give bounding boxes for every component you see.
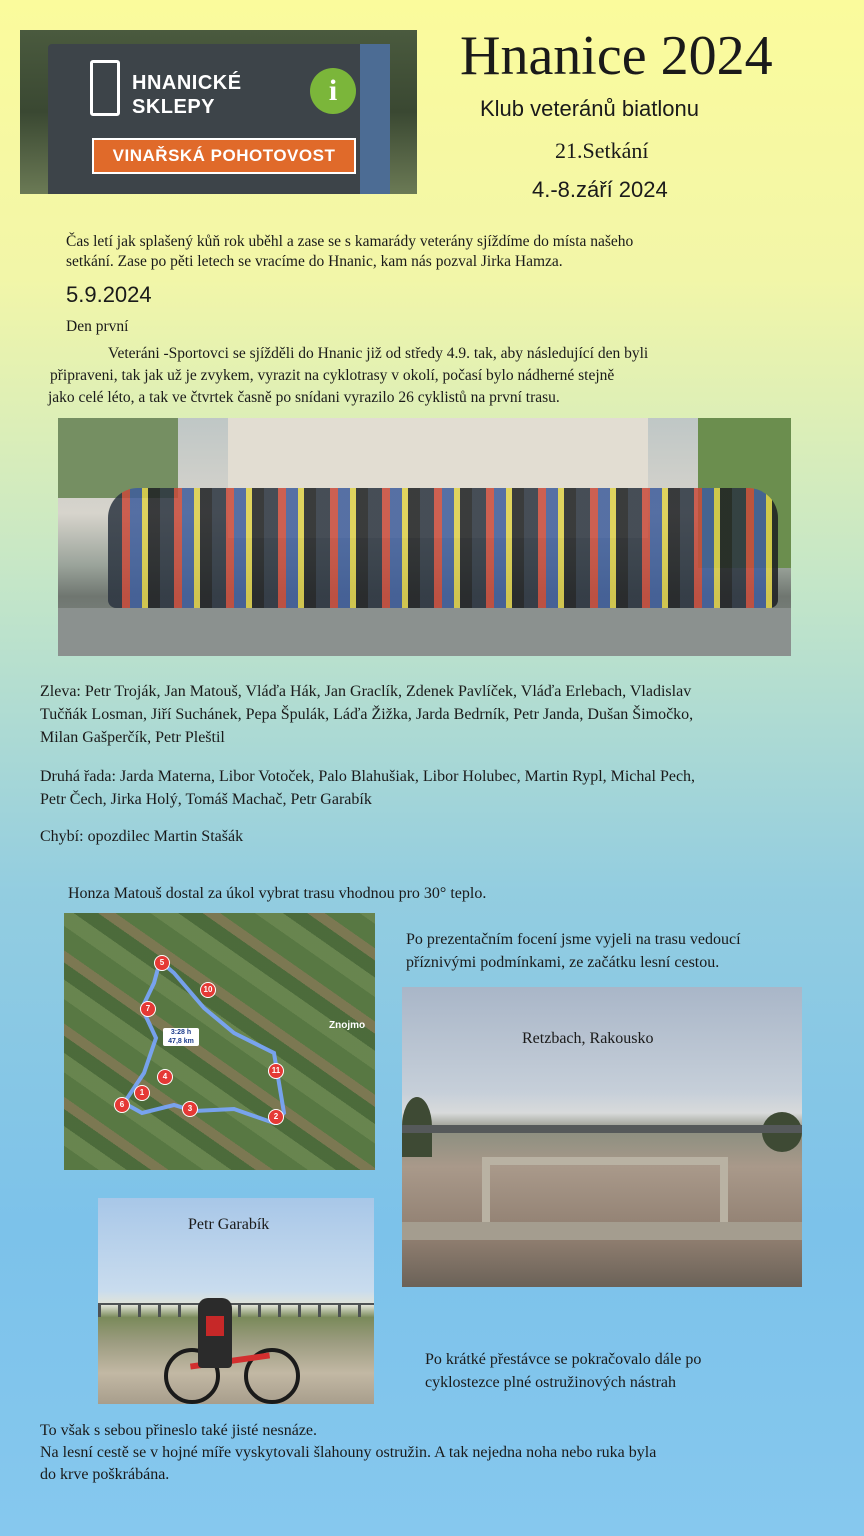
- names-line: Petr Čech, Jirka Holý, Tomáš Machač, Petr Garabík: [40, 791, 372, 808]
- missing-member: Chybí: opozdilec Martin Stašák: [40, 828, 244, 845]
- intro-line-1: Čas letí jak splašený kůň rok uběhl a zase se s kamarády veterány sjíždíme do místa našeho: [66, 233, 634, 250]
- sign-name-line1: HNANICKÉ: [132, 72, 242, 94]
- ride-line-2: příznivými podmínkami, ze začátku lesní cestou.: [406, 954, 720, 971]
- lookout-railing: [402, 1125, 802, 1133]
- ground: [58, 608, 791, 656]
- route-pin: 6: [114, 1097, 130, 1113]
- info-icon: i: [310, 68, 356, 114]
- names-line: Zleva: Petr Troják, Jan Matouš, Vláďa Hák, Jan Graclík, Zdenek Pavlíček, Vláďa Erlebach, Vladislav: [40, 683, 692, 700]
- pause-line-1: Po krátké přestávce se pokračovalo dále po: [425, 1351, 702, 1368]
- event-dates: 4.-8.září 2024: [532, 177, 668, 202]
- route-pin: 3: [182, 1101, 198, 1117]
- day-paragraph-line-1: Veteráni -Sportovci se sjížděli do Hnanic již od středy 4.9. tak, aby následující den byli: [108, 345, 649, 362]
- retzbach-caption: Retzbach, Rakousko: [522, 1030, 654, 1047]
- route-pin: 11: [268, 1063, 284, 1079]
- club-name: Klub veteránů biatlonu: [480, 96, 699, 121]
- names-line: Tučňák Losman, Jiří Suchánek, Pepa Špulák, Láďa Žižka, Jarda Bedrník, Petr Janda, Dušan Šimočko,: [40, 706, 694, 723]
- route-distance: 47,8 km: [168, 1038, 194, 1045]
- hnanicke-sklepy-sign-photo: [20, 30, 417, 194]
- cyclists-group-photo: [58, 418, 791, 656]
- intro-line-2: setkání. Zase po pěti letech se vracíme do Hnanic, kam nás pozval Jirka Hamza.: [66, 253, 563, 270]
- sign-subtitle-plate: [92, 138, 356, 174]
- route-pin: 4: [157, 1069, 173, 1085]
- route-pin: 2: [268, 1109, 284, 1125]
- day-date: 5.9.2024: [66, 282, 152, 307]
- sign-post: [360, 44, 390, 194]
- cyclist-jersey: [206, 1316, 224, 1336]
- names-line: Druhá řada: Jarda Materna, Libor Votoček, Palo Blahušiak, Libor Holubec, Martin Rypl, Michal Pech,: [40, 768, 696, 785]
- sign-name-line2: SKLEPY: [132, 96, 216, 118]
- route-duration: 3:28 h: [170, 1029, 192, 1036]
- names-second-row: [40, 765, 695, 811]
- route-pin: 5: [154, 955, 170, 971]
- pause-line-2: cyklostezce plné ostružinových nástrah: [425, 1374, 677, 1391]
- route-summary-box: [163, 1028, 199, 1046]
- route-pin: 7: [140, 1001, 156, 1017]
- page-title: Hnanice 2024: [460, 25, 773, 87]
- closing-line-3: do krve poškrábána.: [40, 1466, 170, 1483]
- ride-line-1: Po prezentačním focení jsme vyjeli na trasu vedoucí: [406, 931, 741, 948]
- route-map-image: [64, 913, 375, 1170]
- map-city-label: Znojmo: [329, 1020, 366, 1031]
- names-line: Milan Gašperčík, Petr Pleštil: [40, 729, 225, 746]
- route-intro: Honza Matouš dostal za úkol vybrat trasu vhodnou pro 30° teplo.: [68, 885, 487, 902]
- names-first-row: [40, 680, 693, 749]
- stone-ruins: [482, 1157, 728, 1225]
- day-label: Den první: [66, 318, 129, 335]
- petr-caption: Petr Garabík: [188, 1216, 270, 1233]
- closing-line-1: To však s sebou přineslo také jisté nesnáze.: [40, 1422, 318, 1439]
- day-paragraph-line-3: jako celé léto, a tak ve čtvrtek časně po snídani vyrazilo 26 cyklistů na první trasu.: [48, 389, 560, 406]
- route-pin: 1: [134, 1085, 150, 1101]
- railing: [98, 1303, 374, 1317]
- winery-logo-icon: [90, 60, 120, 116]
- retzbach-photo: [402, 987, 802, 1287]
- sign-subtitle: VINAŘSKÁ POHOTOVOST: [112, 146, 336, 165]
- closing-paragraph: [40, 1420, 656, 1486]
- meeting-number: 21.Setkání: [555, 138, 649, 163]
- stone-wall: [402, 1222, 802, 1240]
- route-line: [64, 913, 375, 1170]
- petr-garabik-photo: [98, 1198, 374, 1404]
- closing-line-2: Na lesní cestě se v hojné míře vyskytovali šlahouny ostružin. A tak nejedna noha nebo ruka byla: [40, 1444, 657, 1461]
- cyclists-group: [108, 488, 778, 608]
- trees-left: [58, 418, 178, 498]
- day-paragraph-line-2: připraveni, tak jak už je zvykem, vyrazit na cyklotrasy v okolí, počasí bylo nádherné stejně: [50, 367, 615, 384]
- route-pin: 10: [200, 982, 216, 998]
